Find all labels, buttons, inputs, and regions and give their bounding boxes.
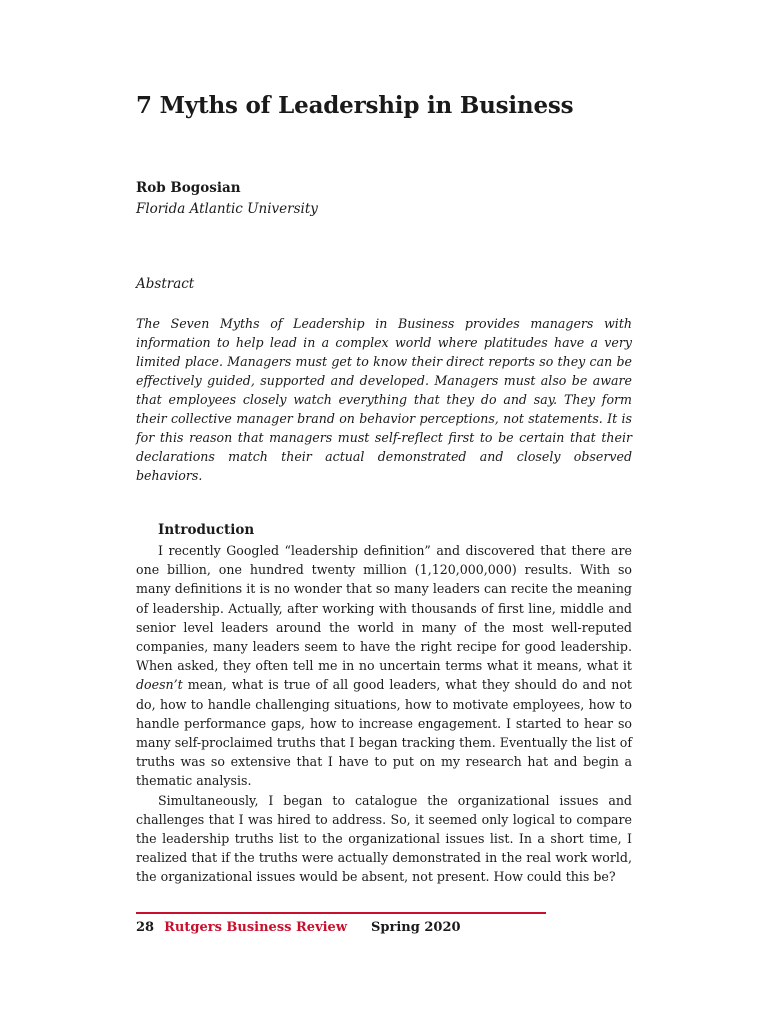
author-affiliation: Florida Atlantic University (136, 201, 318, 217)
introduction-body (136, 541, 632, 887)
article-title: 7 Myths of Leadership in Business (136, 92, 574, 119)
introduction-heading: Introduction (158, 522, 255, 538)
abstract-body: The Seven Myths of Leadership in Business provides managers with information to help lead in a complex world where platitudes have a very limited place. Managers must get to know their direct reports so they can be effectively guided, supported and developed. Managers must also be aware that employees closely watch everything that they do and say. They form their collective manager brand on behavior perceptions, not statements. It is for this reason that managers must self-reflect first to be certain that their declarations match their actual demonstrated and closely observed behaviors. (136, 316, 632, 483)
intro-p1-text-a: I recently Googled “leadership definition” and discovered that there are one billion, one hundred twenty million (1,120,000,000) results. With so many definitions it is no wonder that so many leaders can recite the meaning of leadership. Actually, after working with thousands of first line, middle and senior level leaders around the world in many of the most well-reputed companies, many leaders seem to have the right recipe for good leadership. When asked, they often tell me in no uncertain terms what it means, what it (136, 543, 632, 674)
intro-paragraph-1 (136, 541, 632, 791)
intro-p1-text-b: mean, what is true of all good leaders, what they should do and not do, how to handle challenging situations, how to motivate employees, how to handle performance gaps, how to increase engagement. I started to hear so many self-proclaimed truths that I began tracking them. Eventually the list of truths was so extensive that I have to put on my research hat and begin a thematic analysis. (136, 677, 632, 789)
author-name: Rob Bogosian (136, 180, 241, 196)
intro-paragraph-2: Simultaneously, I began to catalogue the organizational issues and challenges that I was hired to address. So, it seemed only logical to compare the leadership truths list to the organizational issues list. In a short time, I realized that if the truths were actually demonstrated in the real work world, the organizational issues would be absent, not present. How could this be? (136, 792, 632, 885)
journal-name: Rutgers Business Review (164, 920, 348, 935)
abstract-heading: Abstract (136, 276, 195, 292)
intro-p1-emphasis: doesn’t (136, 677, 183, 693)
footer-rule (136, 912, 546, 914)
page-footer (136, 920, 461, 935)
page-number: 28 (136, 920, 155, 935)
issue-label: Spring 2020 (371, 920, 461, 935)
